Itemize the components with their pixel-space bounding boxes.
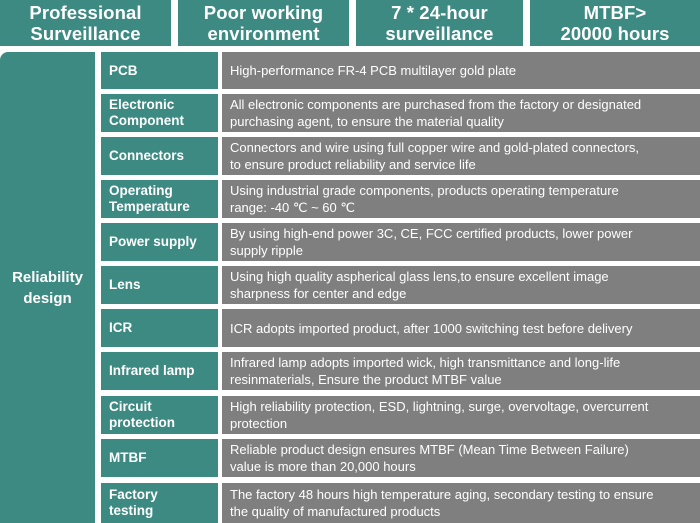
feature-poor-working-environment: Poor working environment [178,0,349,46]
table-row [101,137,700,175]
row-description: Infrared lamp adopts imported wick, high transmittance and long-life resinmaterials, Ensure the product MTBF value [222,352,700,390]
feature-24-hour-surveillance: 7 * 24-hour surveillance [356,0,523,46]
row-description: Connectors and wire using full copper wire and gold-plated connectors, to ensure product reliability and service life [222,137,700,175]
table-row [101,94,700,132]
row-description: ICR adopts imported product, after 1000 switching test before delivery [222,309,700,347]
row-label: Lens [101,266,218,304]
table-row [101,180,700,218]
row-description: High reliability protection, ESD, lightning, surge, overvoltage, overcurrent protection [222,396,700,434]
table-row [101,309,700,347]
table-row [101,483,700,523]
row-description: Using high quality aspherical glass lens,to ensure excellent image sharpness for center and edge [222,266,700,304]
row-label: Circuit protection [101,396,218,434]
table-row [101,52,700,89]
feature-header [0,0,700,46]
row-label: ICR [101,309,218,347]
row-description: By using high-end power 3C, CE, FCC certified products, lower power supply ripple [222,223,700,261]
row-label: PCB [101,52,218,89]
row-label: Factory testing [101,483,218,523]
row-label: Connectors [101,137,218,175]
table-row [101,439,700,477]
row-description: High-performance FR-4 PCB multilayer gold plate [222,52,700,89]
row-label: Operating Temperature [101,180,218,218]
row-description: All electronic components are purchased from the factory or designated purchasing agent, to ensure the material quality [222,94,700,132]
row-description: Using industrial grade components, products operating temperature range: -40 ℃ ~ 60 ℃ [222,180,700,218]
section-label-reliability-design: Reliability design [0,52,95,523]
row-label: Infrared lamp [101,352,218,390]
table-row [101,396,700,434]
row-label: Power supply [101,223,218,261]
row-description: Reliable product design ensures MTBF (Mean Time Between Failure) value is more than 20,000 hours [222,439,700,477]
row-label: Electronic Component [101,94,218,132]
table-row [101,223,700,261]
table-row [101,266,700,304]
row-description: The factory 48 hours high temperature aging, secondary testing to ensure the quality of manufactured products [222,483,700,523]
table-row [101,352,700,390]
feature-mtbf: MTBF> 20000 hours [530,0,700,46]
row-label: MTBF [101,439,218,477]
feature-professional-surveillance: Professional Surveillance [0,0,171,46]
